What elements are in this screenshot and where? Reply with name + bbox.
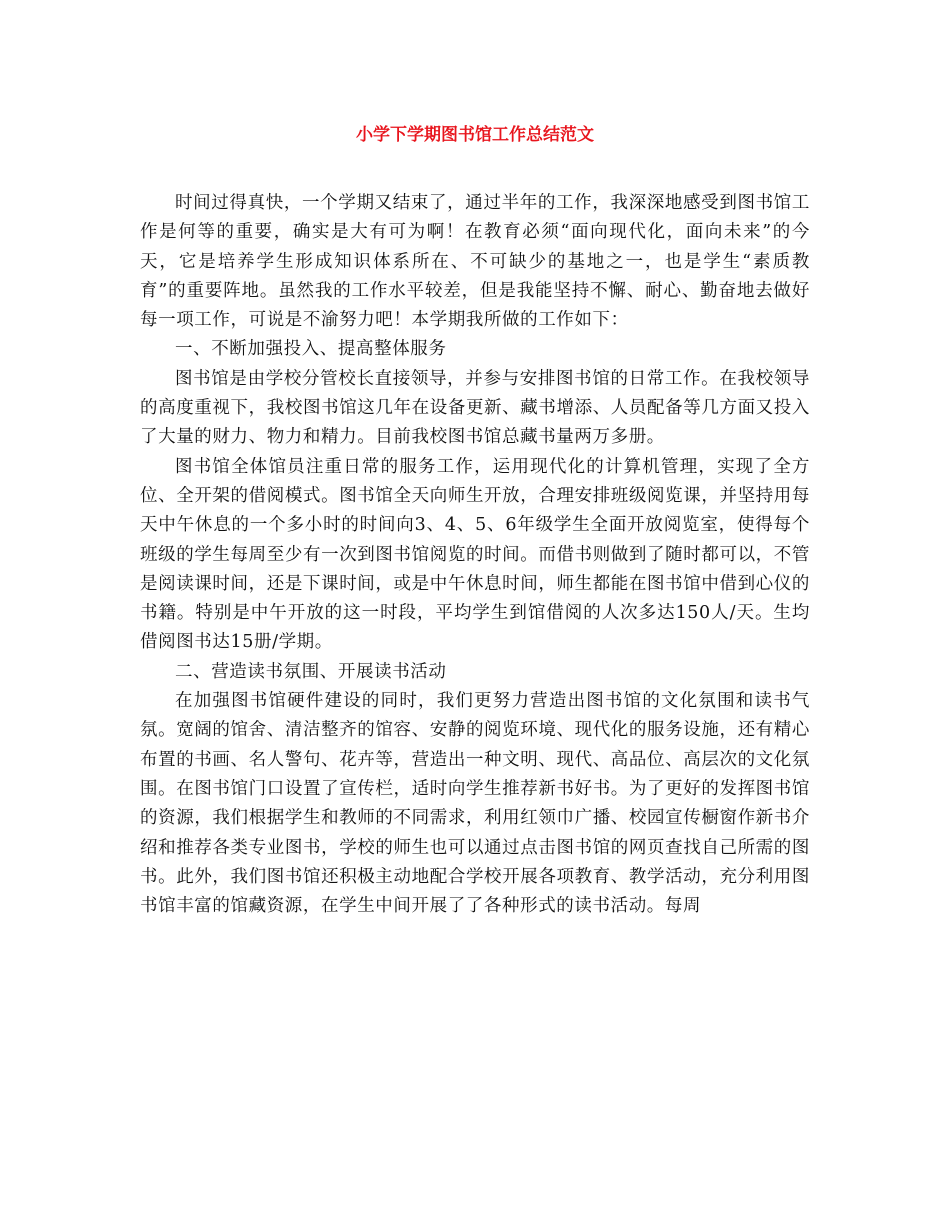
paragraph-reading-atmosphere: 在加强图书馆硬件建设的同时，我们更努力营造出图书馆的文化氛围和读书气氛。宽阔的馆舍、清洁整齐的馆容、安静的阅览环境、现代化的服务设施，还有精心布置的书画、名人警句、花卉等，营造出一种文明、现代、高品位、高层次的文化氛围。在图书馆门口设置了宣传栏，适时向学生推荐新书好书。为了更好的发挥图书馆的资源，我们根据学生和教师的不同需求，利用红领巾广播、校园宣传橱窗作新书介绍和推荐各类专业图书，学校的师生也可以通过点击图书馆的网页查找自己所需的图书。此外，我们图书馆还积极主动地配合学校开展各项教育、教学活动，充分利用图书馆丰富的馆藏资源，在学生中间开展了了各种形式的读书活动。每周 [140,691,810,917]
section-heading-1: 一、不断加强投入、提高整体服务 [175,339,447,360]
section-heading-2: 二、营造读书氛围、开展读书活动 [175,661,447,682]
paragraph-library-investment: 图书馆是由学校分管校长直接领导，并参与安排图书馆的日常工作。在我校领导的高度重视下，我校图书馆这几年在设备更新、藏书增添、人员配备等几方面又投入了大量的财力、物力和精力。目前我校图书馆总藏书量两万多册。 [140,368,810,448]
intro-paragraph: 时间过得真快，一个学期又结束了，通过半年的工作，我深深地感受到图书馆工作是何等的重要，确实是大有可为啊！在教育必须“面向现代化，面向未来”的今天，它是培养学生形成知识体系所在、不可缺少的基地之一，也是学生“素质教育”的重要阵地。虽然我的工作水平较差，但是我能坚持不懈、耐心、勤奋地去做好每一项工作，可说是不渝努力吧！本学期我所做的工作如下： [140,193,810,331]
document-body [140,189,810,921]
paragraph-library-service: 图书馆全体馆员注重日常的服务工作，运用现代化的计算机管理，实现了全方位、全开架的借阅模式。图书馆全天向师生开放，合理安排班级阅览课，并坚持用每天中午休息的一个多小时的时间向3、4、5、6年级学生全面开放阅览室，使得每个班级的学生每周至少有一次到图书馆阅览的时间。而借书则做到了随时都可以，不管是阅读课时间，还是下课时间，或是中午休息时间，师生都能在图书馆中借到心仪的书籍。特别是中午开放的这一时段，平均学生到馆借阅的人次多达150人/天。生均借阅图书达15册/学期。 [140,456,810,653]
document-title: 小学下学期图书馆工作总结范文 [356,125,594,145]
